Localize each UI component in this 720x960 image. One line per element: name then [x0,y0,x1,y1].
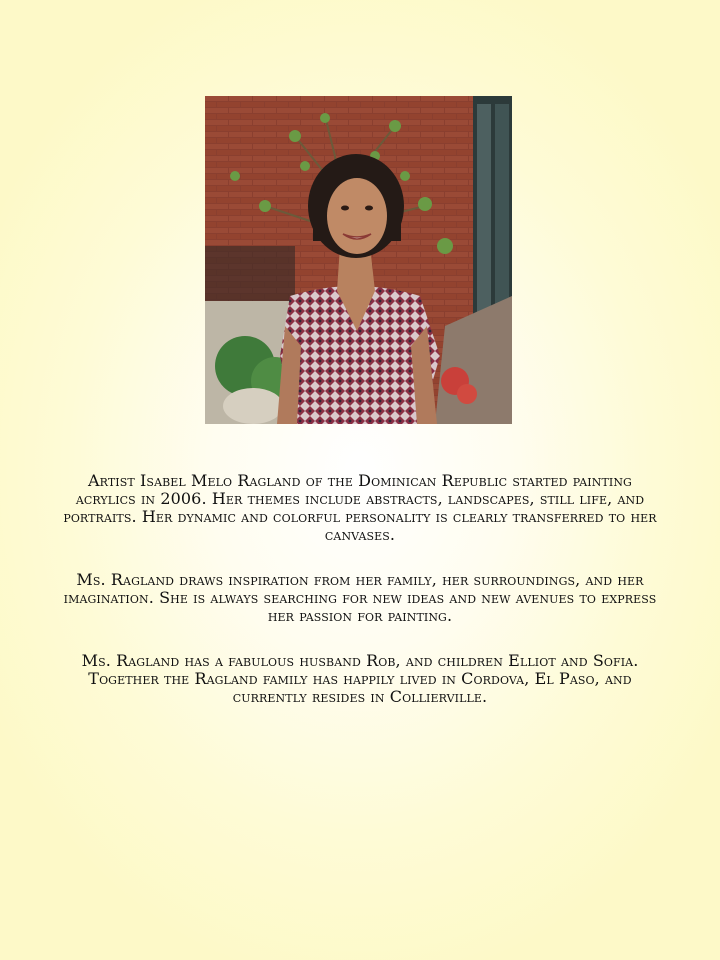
bio-paragraph-inspiration: Ms. Ragland draws inspiration from her family, her surroundings, and her imagination. She is always searching for new ideas and new avenues to express her passion for painting. [63,570,657,625]
portrait-illustration [205,96,512,424]
bio-paragraph-intro: Artist Isabel Melo Ragland of the Dominican Republic started painting acrylics in 2006. Her themes include abstracts, landscapes, still life, and portraits. Her dynamic and colorful personality is clearly transferred to her canvases. [63,471,657,544]
artist-bio [60,472,660,706]
bio-paragraph-family: Ms. Ragland has a fabulous husband Rob, and children Elliot and Sofia. Together the Ragland family has happily lived in Cordova, El Paso, and currently resides in Collierville. [81,651,639,706]
artist-portrait-photo [205,96,512,424]
